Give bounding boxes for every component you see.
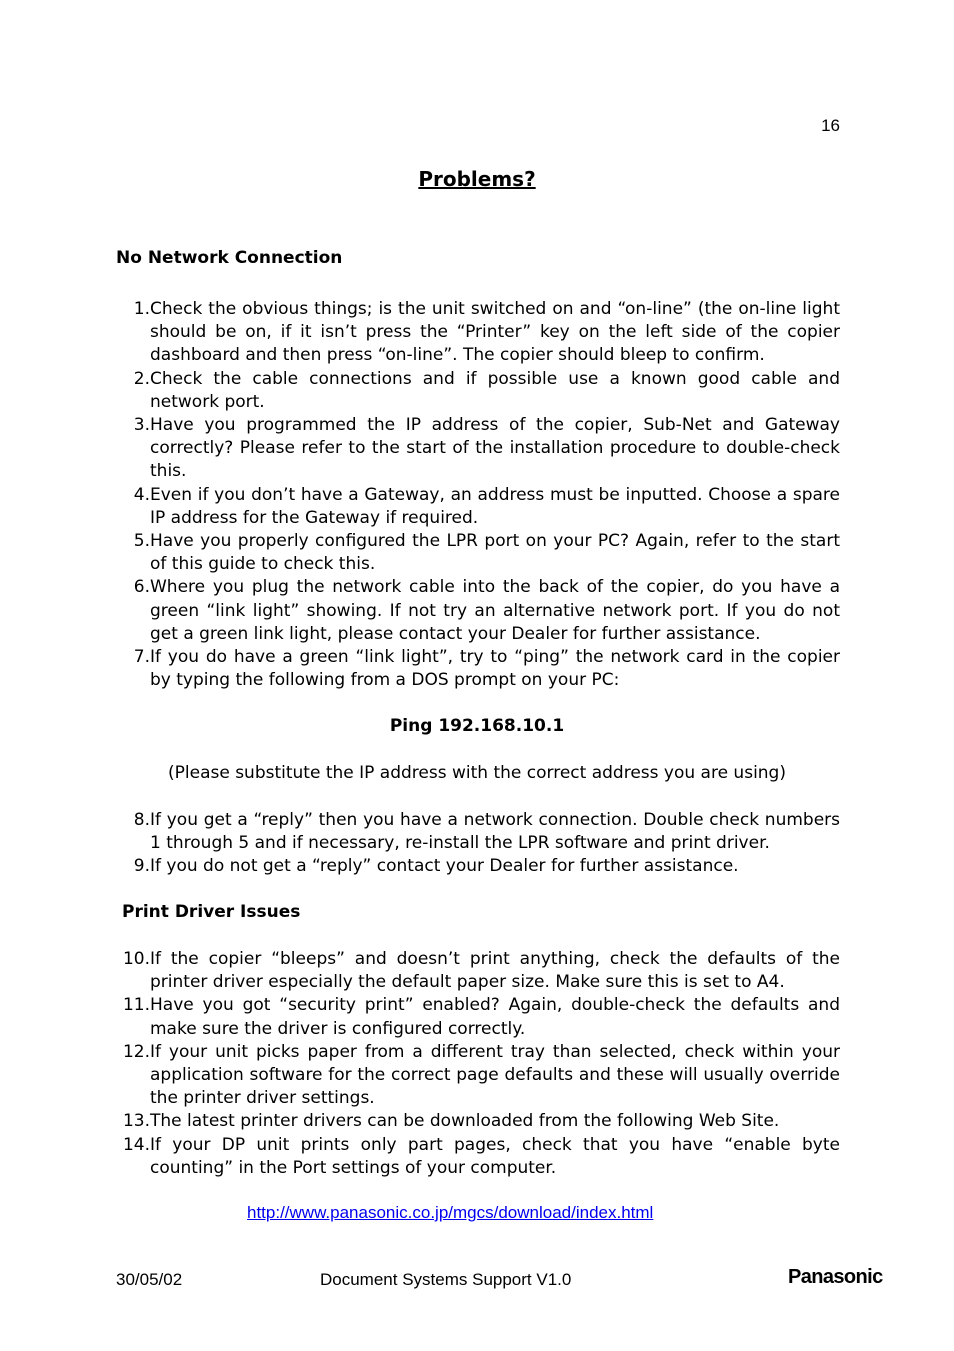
ping-command: Ping 192.168.10.1: [389, 716, 565, 736]
list-item: 5. Have you properly configured the LPR port on your PC? Again, refer to the start of this guide to check this.: [133, 531, 840, 575]
list-item: 14. If your DP unit prints only part pages, check that you have “enable byte counting” in the Port settings of your computer.: [122, 1134, 840, 1178]
list-item: 13. The latest printer drivers can be downloaded from the following Web Site.: [122, 1111, 780, 1132]
list-item: 12. If your unit picks paper from a different tray than selected, check within your application software for the correct page defaults and these will usually override the printer driver settings.: [122, 1041, 840, 1109]
panasonic-logo: Panasonic: [788, 1266, 883, 1288]
list-item: 3. Have you programmed the IP address of the copier, Sub-Net and Gateway correctly? Please refer to the start of the installation procedure to double-check this.: [133, 415, 840, 482]
footer-date: 30/05/02: [116, 1270, 183, 1289]
list-item: 2. Check the cable connections and if possible use a known good cable and network port.: [133, 368, 840, 412]
list-item: 6. Where you plug the network cable into the back of the copier, do you have a green “link light” showing. If not try an alternative network port. If you do not get a green link light, please contact your Dealer for further assistance.: [133, 577, 840, 644]
section-heading-driver: Print Driver Issues: [122, 902, 301, 922]
network-steps-list-continued: [110, 809, 840, 879]
section-heading-network: No Network Connection: [116, 248, 343, 268]
footer-doc-title: Document Systems Support V1.0: [320, 1270, 572, 1289]
list-item: 1. Check the obvious things; is the unit switched on and “on-line” (the on-line light should be on, if it isn’t press the “Printer” key on the left side of the copier dashboard and then press “on-line”. The copier should bleep to confirm.: [133, 299, 840, 366]
list-item: 9. If you do not get a “reply” contact your Dealer for further assistance.: [133, 856, 739, 877]
list-item: 4. Even if you don’t have a Gateway, an address must be inputted. Choose a spare IP address for the Gateway if required.: [133, 484, 840, 528]
ip-note: (Please substitute the IP address with the correct address you are using): [168, 763, 786, 783]
page-number: 16: [821, 116, 840, 135]
driver-steps-list: [110, 948, 840, 1180]
list-item: 11. Have you got “security print” enabled? Again, double-check the defaults and make sure the driver is configured correctly.: [122, 995, 840, 1039]
network-steps-list: [110, 298, 840, 692]
list-item: 7. If you do have a green “link light”, try to “ping” the network card in the copier by typing the following from a DOS prompt on your PC:: [133, 647, 840, 691]
download-link[interactable]: http://www.panasonic.co.jp/mgcs/download/index.html: [247, 1203, 654, 1222]
page-title: Problems?: [418, 167, 536, 191]
list-item: 8. If you get a “reply” then you have a network connection. Double check numbers 1 through 5 and if necessary, re-install the LPR software and print driver.: [133, 810, 840, 854]
list-item: 10. If the copier “bleeps” and doesn’t print anything, check the defaults of the printer driver especially the default paper size. Make sure this is set to A4.: [122, 949, 840, 993]
